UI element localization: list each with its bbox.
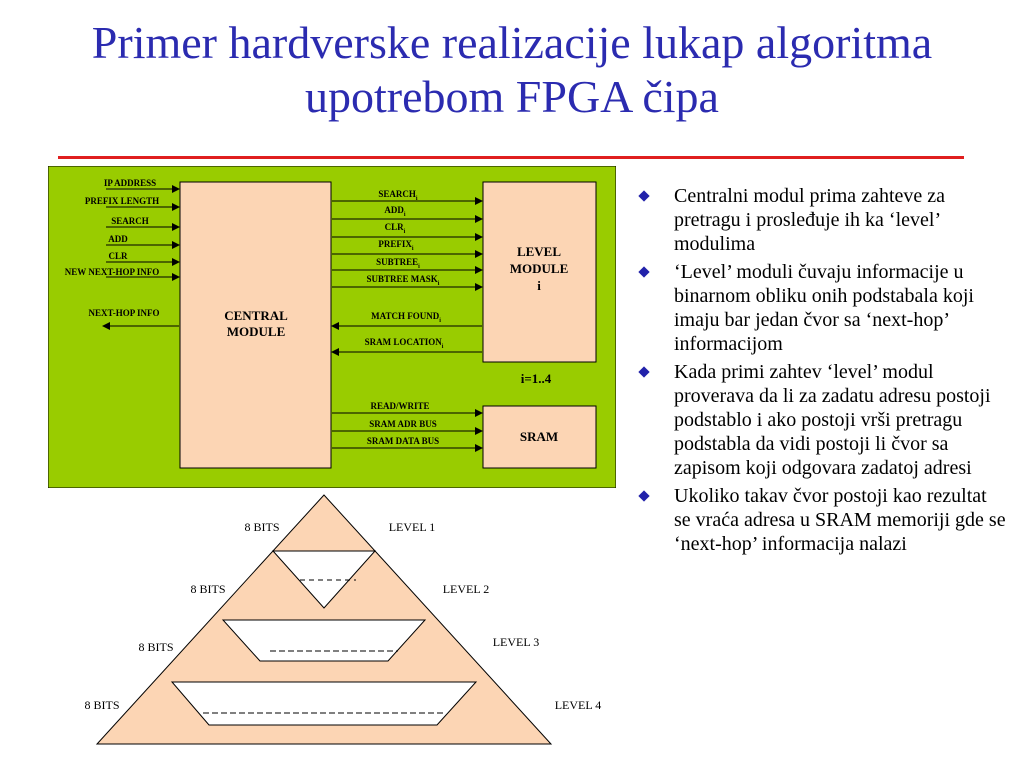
- sram-label-data-bus: SRAM DATA BUS: [366, 436, 440, 446]
- level-pyramid-diagram: [60, 490, 620, 748]
- central-module-label-1: CENTRAL: [224, 308, 288, 323]
- bits-label-2: 8 BITS: [190, 582, 226, 596]
- bits-label-1: 8 BITS: [244, 520, 280, 534]
- central-label-sram-location: SRAM $LOCATION_i$: [364, 337, 444, 350]
- input-label-prefix-length: PREFIX LENGTH: [84, 196, 160, 206]
- bullet-item: [634, 260, 1006, 356]
- sram-label: SRAM: [519, 429, 559, 444]
- level-module-label-3: i: [537, 278, 541, 293]
- diamond-bullet-icon: [638, 190, 649, 201]
- sram-label-adr-bus: SRAM ADR BUS: [369, 419, 437, 429]
- diamond-bullet-icon: [638, 490, 649, 501]
- pyramid-level-3-cut: [172, 682, 476, 725]
- diamond-bullet-icon: [638, 366, 649, 377]
- level-index-label: i=1..4: [520, 371, 552, 386]
- title-divider: [58, 156, 964, 159]
- bullet-text: ‘Level’ moduli čuvaju informacije u binarnom obliku onih podstabala koji imaju bar jedan čvor sa ‘next-hop’ informacijom: [674, 261, 974, 355]
- bullet-text: Centralni modul prima zahteve za pretragu i prosleđuje ih ka ‘level’ modulima: [674, 185, 946, 255]
- bullet-text: Kada primi zahtev ‘level’ modul proverava da li za zadatu adresu postoji podstablo i ako postoji vrši pretragu podstabla da vidi postoji li čvor sa zapisom koji odgovara zadatoj adresi: [674, 361, 991, 479]
- central-label-match-found: MATCH $FOUND_i$: [371, 311, 441, 324]
- level-label-clr: $CLR_i$: [384, 222, 406, 235]
- level-label-2: LEVEL 2: [442, 582, 490, 596]
- input-label-new-next-hop: NEW NEXT-HOP INFO: [64, 267, 160, 277]
- input-label-clr: CLR: [108, 251, 128, 261]
- output-label-next-hop: NEXT-HOP INFO: [88, 308, 160, 318]
- level-label-1: LEVEL 1: [388, 520, 436, 534]
- level-label-subtree: $SUBTREE_i$: [376, 257, 420, 270]
- sram-label-read-write: READ/WRITE: [370, 401, 430, 411]
- level-module-label-2: MODULE: [509, 261, 569, 276]
- block-diagram: [48, 166, 616, 488]
- input-label-ip-address: IP ADDRESS: [103, 178, 157, 188]
- central-module-label-2: MODULE: [226, 324, 286, 339]
- bullet-item: [634, 484, 1006, 556]
- bullet-text: Ukoliko takav čvor postoji kao rezultat se vraća adresa u SRAM memoriji gde se ‘next-hop’ informacija nalazi: [674, 485, 1006, 555]
- slide-title: Primer hardverske realizacije lukap algoritma upotrebom FPGA čipa: [91, 17, 933, 122]
- input-label-search: SEARCH: [111, 216, 149, 226]
- level-module-label-1: LEVEL: [516, 244, 562, 259]
- level-label-3: LEVEL 3: [492, 635, 540, 649]
- bullet-item: [634, 184, 1006, 256]
- level-label-search: $SEARCH_i$: [378, 189, 418, 202]
- bullet-list: [634, 184, 1006, 560]
- level-label-4: LEVEL 4: [554, 698, 602, 712]
- level-label-prefix: $PREFIX_i$: [378, 239, 414, 252]
- input-label-add: ADD: [108, 234, 128, 244]
- diamond-bullet-icon: [638, 266, 649, 277]
- bits-label-3: 8 BITS: [138, 640, 174, 654]
- level-label-subtree-mask: SUBTREE $MASK_i$: [366, 274, 440, 287]
- bits-label-4: 8 BITS: [84, 698, 120, 712]
- bullet-item: [634, 360, 1006, 480]
- level-label-add: $ADD_i$: [384, 205, 406, 218]
